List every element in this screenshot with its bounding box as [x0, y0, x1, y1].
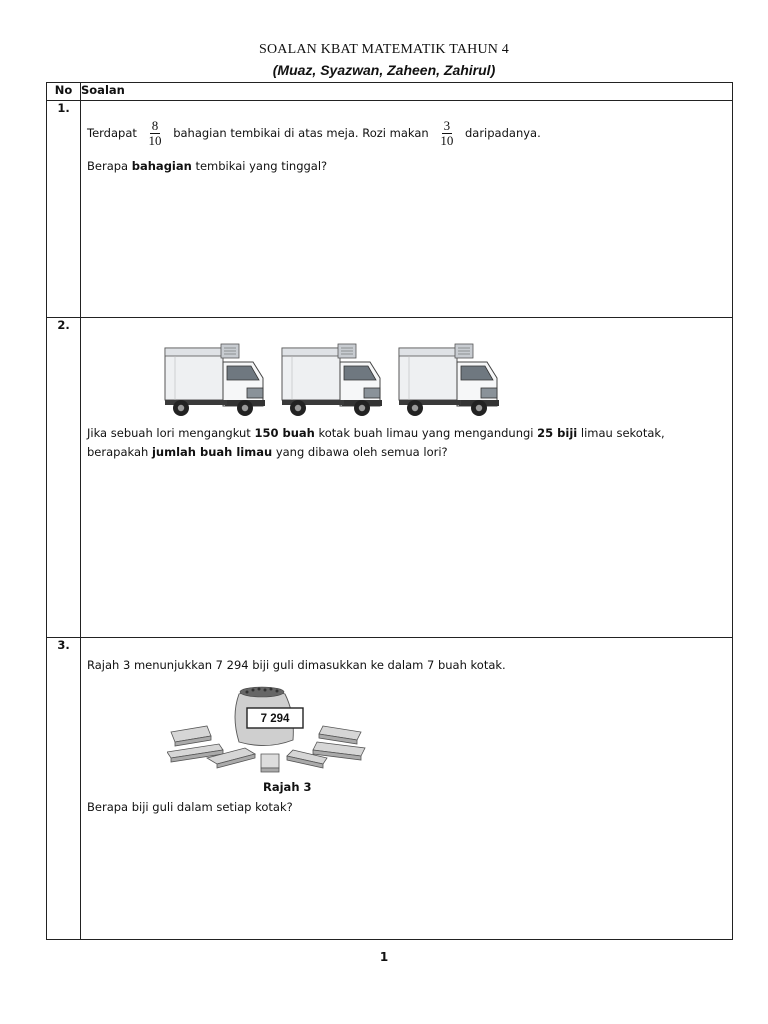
fraction-numerator: 8	[151, 118, 159, 133]
q2-line2-b: yang dibawa oleh semua lori?	[275, 445, 448, 459]
q1-line2-bold: bahagian	[131, 159, 192, 173]
question-3-intro: Rajah 3 menunjukkan 7 294 biji guli dimasukkan ke dalam 7 buah kotak.	[87, 658, 506, 672]
table-row	[47, 638, 733, 940]
q2-line1-bold-2: 25 biji	[537, 426, 578, 440]
document-title: SOALAN KBAT MATEMATIK TAHUN 4	[259, 42, 509, 57]
question-1-line-1	[87, 119, 541, 148]
truck-icon	[282, 344, 382, 416]
q2-line2-a: berapakah	[87, 445, 149, 459]
fraction-3-10	[438, 119, 455, 148]
trucks-illustration	[163, 342, 515, 420]
q2-line1-b: kotak buah limau yang mengandungi	[318, 426, 534, 440]
question-number: 1.	[47, 101, 81, 318]
header-soalan: Soalan	[81, 83, 733, 101]
question-cell	[81, 638, 733, 940]
question-cell	[81, 101, 733, 318]
q1-text-c: daripadanya.	[464, 126, 541, 140]
question-2-line-2	[87, 445, 448, 459]
question-1-line-2	[87, 159, 327, 173]
q2-line1-c: limau sekotak,	[580, 426, 665, 440]
question-number: 3.	[47, 638, 81, 940]
q2-line1-bold-1: 150 buah	[254, 426, 315, 440]
fraction-numerator: 3	[443, 118, 451, 133]
box-icon	[319, 726, 361, 744]
header-no: No	[47, 83, 81, 101]
box-icon	[261, 754, 279, 772]
q2-line1-a: Jika sebuah lori mengangkut	[87, 426, 251, 440]
question-number: 2.	[47, 318, 81, 638]
table-row	[47, 101, 733, 318]
question-3-question: Berapa biji guli dalam setiap kotak?	[87, 800, 293, 814]
table-header-row	[47, 83, 733, 101]
figure-caption: Rajah 3	[263, 780, 312, 794]
fraction-8-10	[147, 119, 164, 148]
table-row	[47, 318, 733, 638]
rajah-3-figure	[167, 684, 417, 776]
q1-line2-b: tembikai yang tinggal?	[195, 159, 328, 173]
q1-text-a: Terdapat	[87, 126, 137, 140]
fraction-denominator: 10	[148, 133, 162, 148]
box-icon	[171, 726, 211, 746]
q1-line2-a: Berapa	[87, 159, 129, 173]
question-cell	[81, 318, 733, 638]
question-2-line-1	[87, 426, 665, 440]
q2-line2-bold: jumlah buah limau	[151, 445, 273, 459]
document-authors: (Muaz, Syazwan, Zaheen, Zahirul)	[272, 62, 496, 78]
q1-text-b: bahagian tembikai di atas meja. Rozi makan	[173, 126, 429, 140]
questions-table	[46, 82, 733, 940]
sack-label: 7 294	[260, 713, 290, 725]
truck-icon	[165, 344, 265, 416]
page-number: 1	[379, 950, 389, 964]
fraction-denominator: 10	[440, 133, 454, 148]
truck-icon	[399, 344, 499, 416]
